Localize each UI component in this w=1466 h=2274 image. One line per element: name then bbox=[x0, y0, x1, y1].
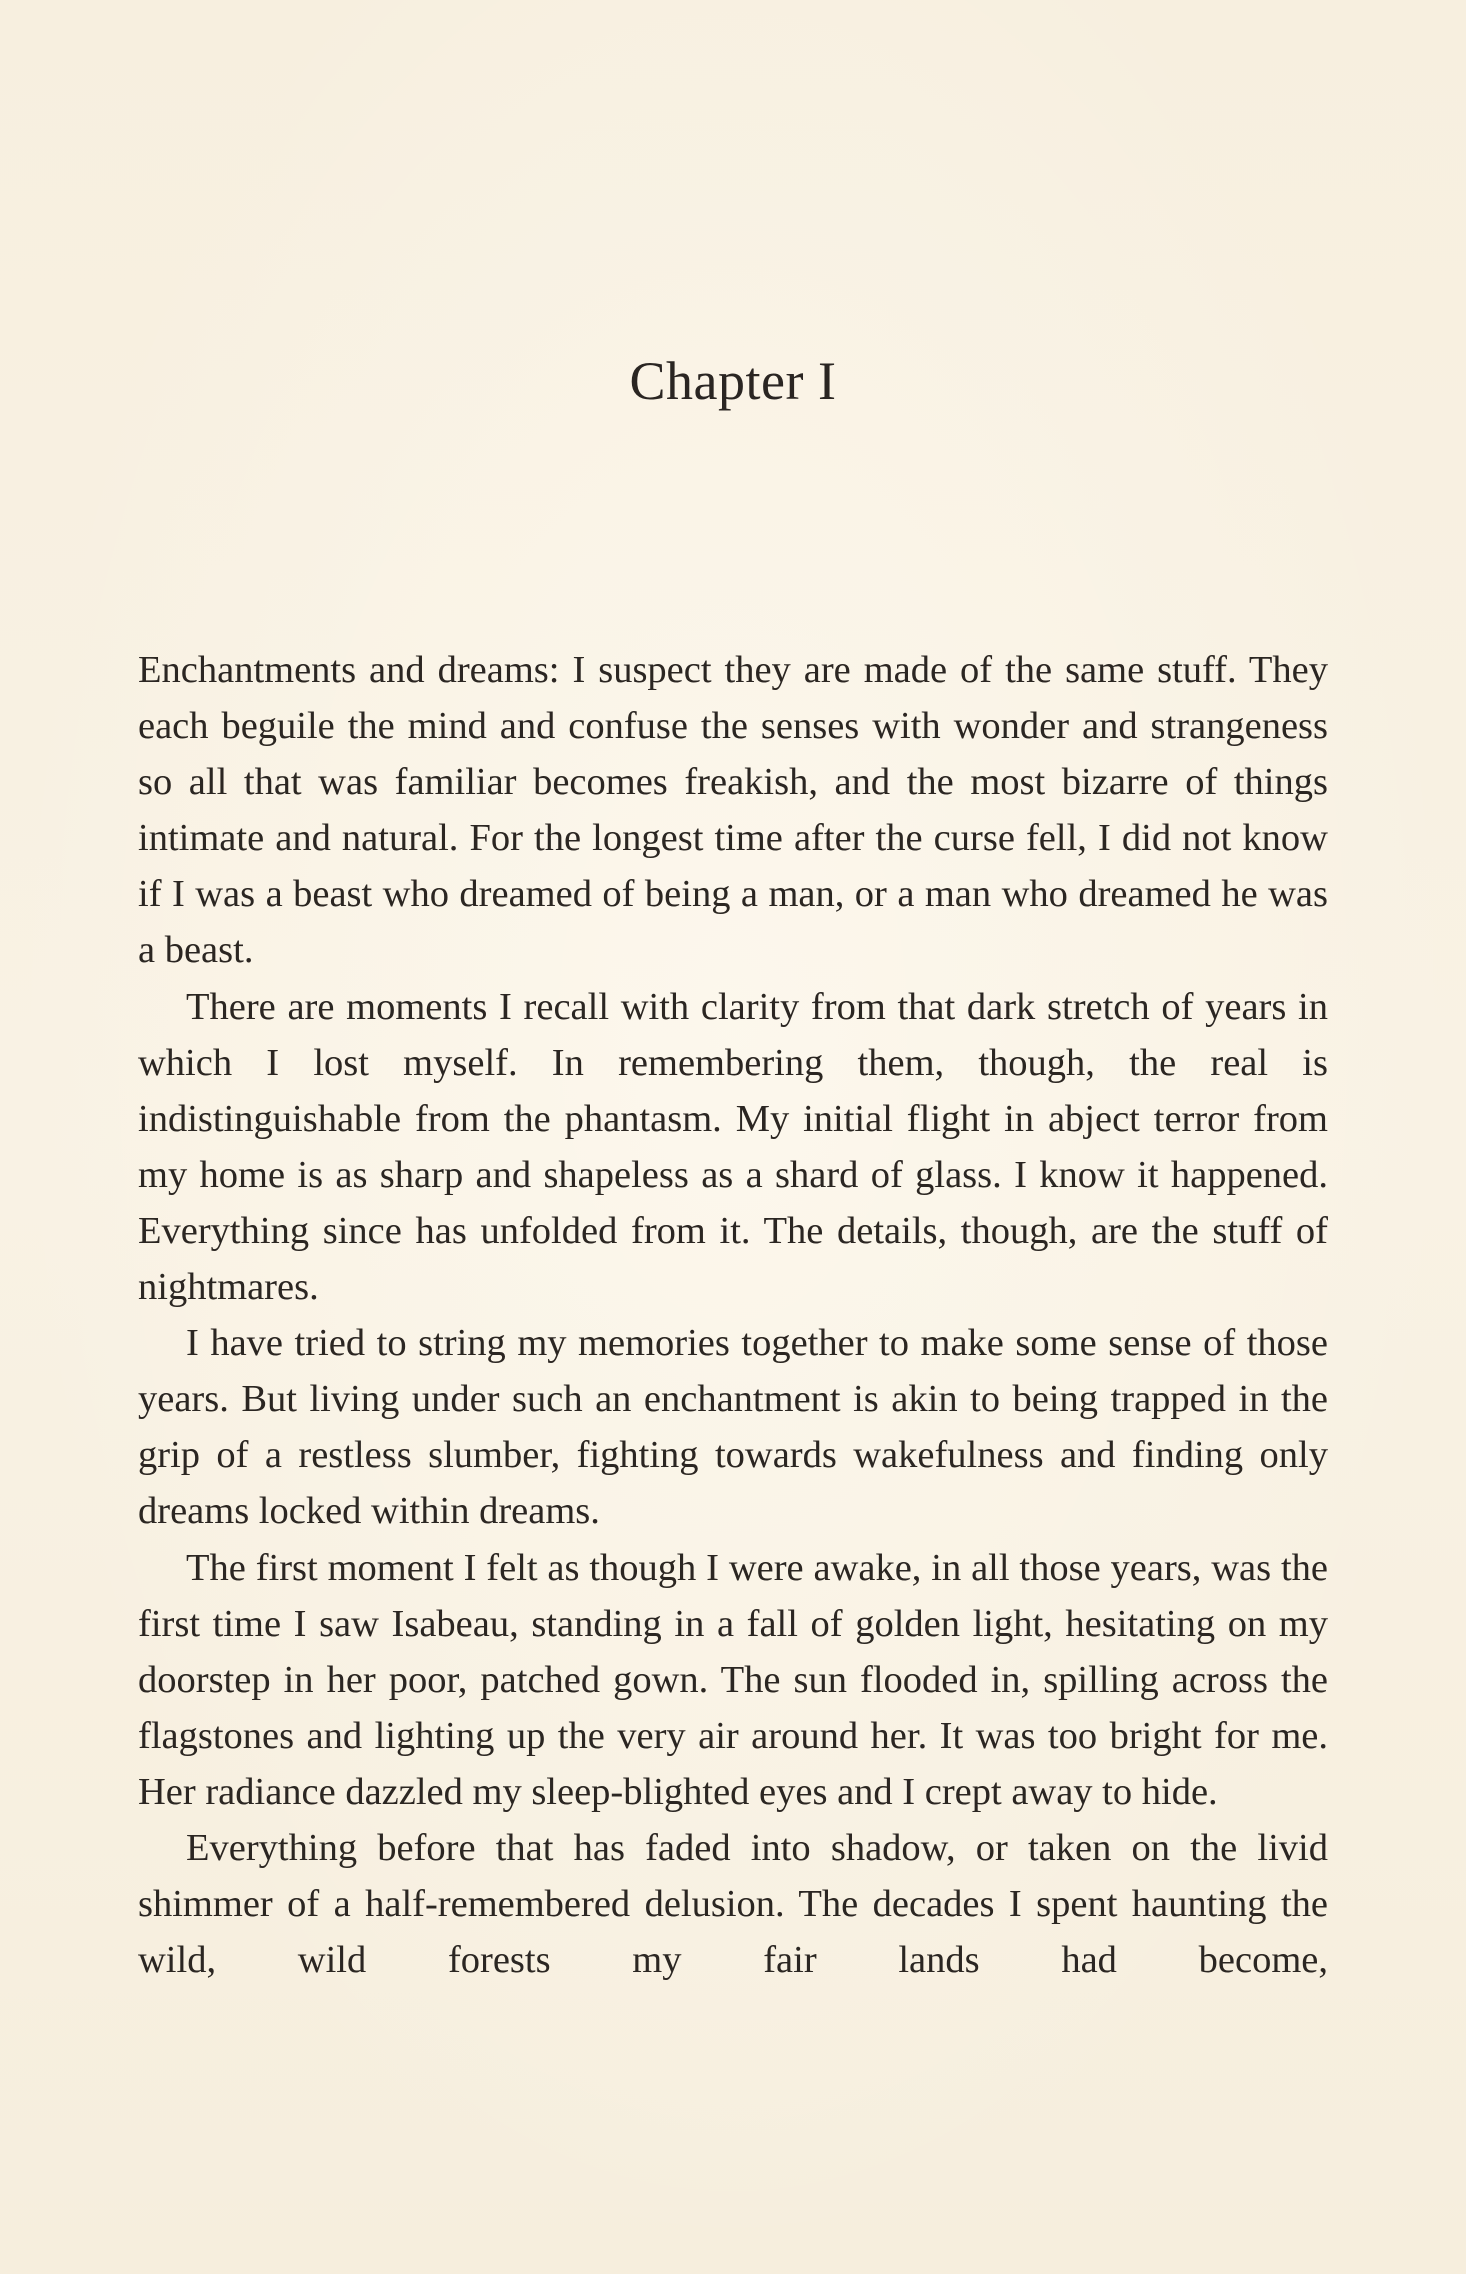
chapter-body bbox=[138, 642, 1328, 1988]
paragraph-3: I have tried to string my memories together to make some sense of those years. But living under such an enchantment is akin to being trapped in the grip of a restless slumber, fighting towards wakefulness and finding only dreams locked within dreams. bbox=[138, 1322, 1328, 1533]
paragraph-2: There are moments I recall with clarity from that dark stretch of years in which I lost myself. In remembering them, though, the real is indistinguishable from the phantasm. My initial flight in abject terror from my home is as sharp and shapeless as a shard of glass. I know it happened. Everything since has unfolded from it. The details, though, are the stuff of nightmares. bbox=[138, 985, 1328, 1309]
paragraph-4: The first moment I felt as though I were awake, in all those years, was the first time I saw Isabeau, standing in a fall of golden light, hesitating on my doorstep in her poor, patched gown. The sun flooded in, spilling across the flagstones and lighting up the very air around her. It was too bright for me. Her radiance dazzled my sleep-blighted eyes and I crept away to hide. bbox=[138, 1546, 1328, 1813]
paragraph-1: Enchantments and dreams: I suspect they are made of the same stuff. They each beguile the mind and confuse the senses with wonder and strangeness so all that was familiar becomes freakish, and the most bizarre of things intimate and natural. For the longest time after the curse fell, I did not know if I was a beast who dreamed of being a man, or a man who dreamed he was a beast. bbox=[138, 649, 1328, 972]
chapter-title: Chapter I bbox=[629, 351, 837, 411]
paragraph-5: Everything before that has faded into shadow, or taken on the livid shimmer of a half-remembered delusion. The decades I spent haunting the wild, wild forests my fair lands had become, bbox=[138, 1826, 1328, 1982]
